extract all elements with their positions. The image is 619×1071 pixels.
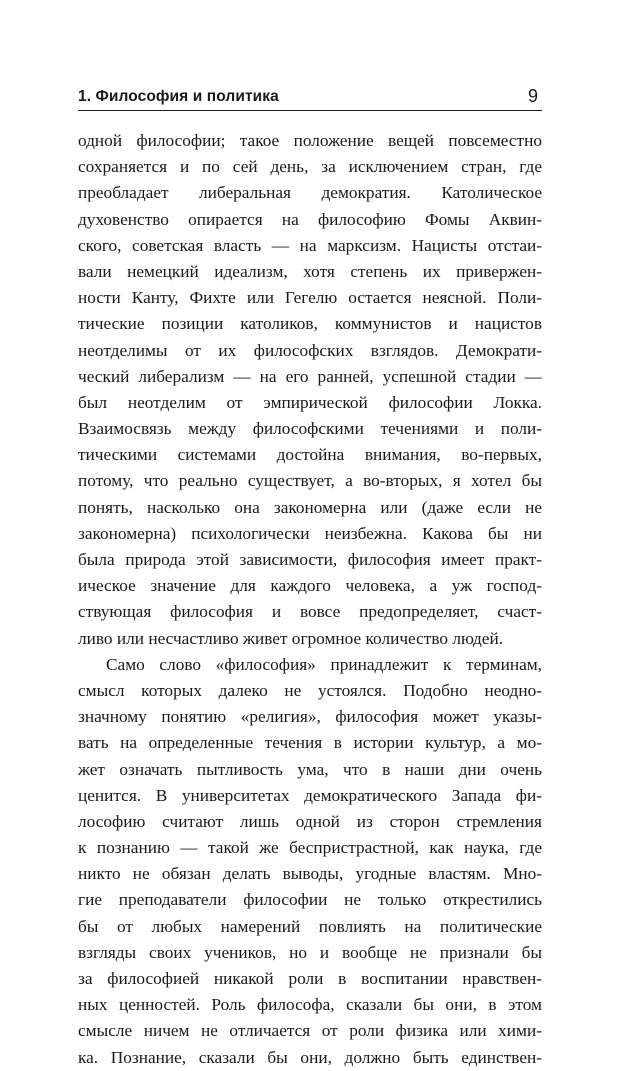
text-line: бы от любых намерений повлиять на политические <box>78 916 542 936</box>
text-line: ности Канту, Фихте или Гегелю остается неясной. Поли- <box>78 288 542 308</box>
text-line: ценится. В университетах демократического Запада фи- <box>78 785 542 805</box>
paragraph <box>78 128 542 652</box>
text-line: тические позиции католиков, коммунистов и нацистов <box>78 314 542 334</box>
text-line: вали немецкий идеализм, хотя степень их привержен- <box>78 261 542 281</box>
text-line: ическое значение для каждого человека, а уж господ- <box>78 576 542 596</box>
text-line: значному понятию «религия», философия может указы- <box>78 707 542 727</box>
text-line: ческий либерализм — на его ранней, успешной стадии — <box>78 366 542 386</box>
text-line: ных ценностей. Роль философа, сказали бы они, в этом <box>78 995 542 1015</box>
text-line: сохраняется и по сей день, за исключением стран, где <box>78 157 542 177</box>
running-head <box>78 86 540 108</box>
text-line: одной философии; такое положение вещей повсеместно <box>78 131 542 150</box>
text-line: Взаимосвязь между философскими течениями и поли- <box>78 419 542 439</box>
page-number: 9 <box>527 86 538 106</box>
text-line: закономерна) психологически неизбежна. Какова бы ни <box>78 523 542 543</box>
body-text <box>78 128 542 1071</box>
text-line: жет означать пытливость ума, что в наши дни очень <box>78 759 542 779</box>
text-line: ского, советская власть — на марксизм. Нацисты отстаи- <box>78 235 542 255</box>
text-line: никто не обязан делать выводы, угодные властям. Мно- <box>78 864 542 884</box>
text-line: смысл которых далеко не устоялся. Подобно неодно- <box>78 680 542 700</box>
text-line: ливо или несчастливо живет огромное количество людей. <box>78 628 504 648</box>
text-line: лософию считают лишь одной из сторон стремления <box>78 811 542 831</box>
text-line: неотделимы от их философских взглядов. Демократи- <box>78 340 542 360</box>
text-line: смысле ничем не отличается от роли физика или хими- <box>78 1021 542 1041</box>
text-line: преобладает либеральная демократия. Католическое <box>78 183 542 203</box>
text-line: гие преподаватели философии не только открестились <box>78 890 542 910</box>
text-line: взгляды своих учеников, но и вообще не признали бы <box>78 942 542 962</box>
text-line: за философией никакой роли в воспитании нравствен- <box>78 969 542 988</box>
text-line: понять, насколько она закономерна или (даже если не <box>78 497 542 517</box>
header-rule <box>78 110 542 111</box>
text-line: ка. Познание, сказали бы они, должно быть единствен- <box>78 1047 542 1067</box>
chapter-title: 1. Философия и политика <box>78 88 279 105</box>
text-line: потому, что реально существует, а во-вторых, я хотел бы <box>78 471 542 491</box>
text-line: духовенство опирается на философию Фомы Аквин- <box>78 209 542 229</box>
text-line: к познанию — такой же беспристрастной, как наука, где <box>78 838 542 858</box>
text-line: тическими системами достойна внимания, во-первых, <box>78 445 542 465</box>
text-line: вать на определенные течения в истории культур, а мо- <box>78 733 542 753</box>
text-line: ствующая философия и вовсе предопределяет, счаст- <box>78 602 542 622</box>
text-line: была природа этой зависимости, философия имеет практ- <box>78 550 542 569</box>
text-line: был неотделим от эмпирической философии Локка. <box>78 392 542 412</box>
paragraph <box>78 652 542 1071</box>
text-line: Само слово «философия» принадлежит к терминам, <box>106 654 542 674</box>
